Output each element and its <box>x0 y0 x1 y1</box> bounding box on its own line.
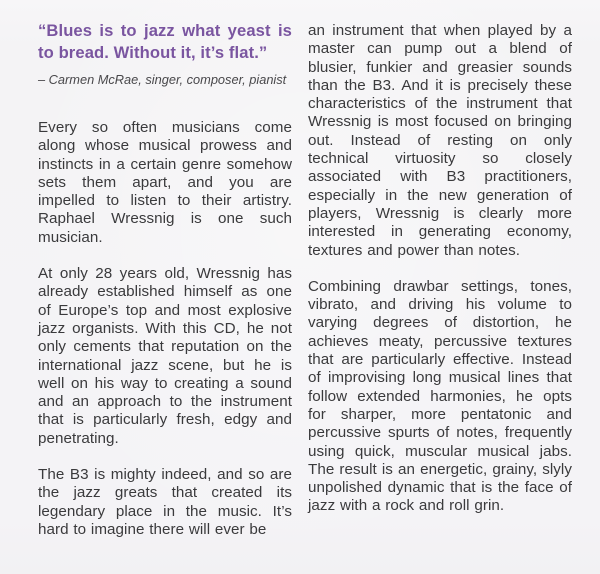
body-paragraph: The B3 is mighty indeed, and so are the jazz greats that created its legendary place in the music. It’s hard to imagine there will ever be <box>38 466 292 538</box>
body-paragraph: Combining drawbar settings, tones, vibrato, and driving his volume to varying degrees of distortion, he achieves meaty, percussive textures that are particularly effective. Instead of improvising long musical lines that follow extended harmonies, he opts for sharper, more pentatonic and percussive spurts of notes, frequently using quick, muscular musical jabs. The result is an energetic, grainy, slyly unpolished dynamic that is the face of jazz with a rock and roll grin. <box>308 277 572 515</box>
body-paragraph: Every so often musicians come along whose musical prowess and instincts in a certain genre somehow sets them apart, and you are impelled to listen to their artistry. Raphael Wressnig is one such musician. <box>38 119 292 246</box>
pull-quote-block <box>38 20 292 87</box>
right-column <box>308 20 572 557</box>
body-paragraph: At only 28 years old, Wressnig has already established himself as one of Europe’s top and most explosive jazz organists. With this CD, he not only cements that reputation on the international jazz scene, but he is well on his way to creating a sound and an approach to the instrument that is particularly fresh, edgy and penetrating. <box>38 265 292 447</box>
quote-attribution: – Carmen McRae, singer, composer, pianist <box>38 72 287 87</box>
left-column <box>38 20 292 557</box>
pull-quote-text: “Blues is to jazz what yeast is to bread. Without it, it’s flat.” <box>38 21 292 62</box>
two-column-layout <box>38 20 572 557</box>
body-paragraph: an instrument that when played by a master can pump out a blend of blusier, funkier and greasier sounds than the B3. And it is precisely these characteristics of the instrument that Wressnig is most focused on bringing out. Instead of resting on only technical virtuosity so closely associated with B3 practitioners, especially in the new generation of players, Wressnig is clearly more interested in generating economy, textures and power than notes. <box>308 22 572 259</box>
